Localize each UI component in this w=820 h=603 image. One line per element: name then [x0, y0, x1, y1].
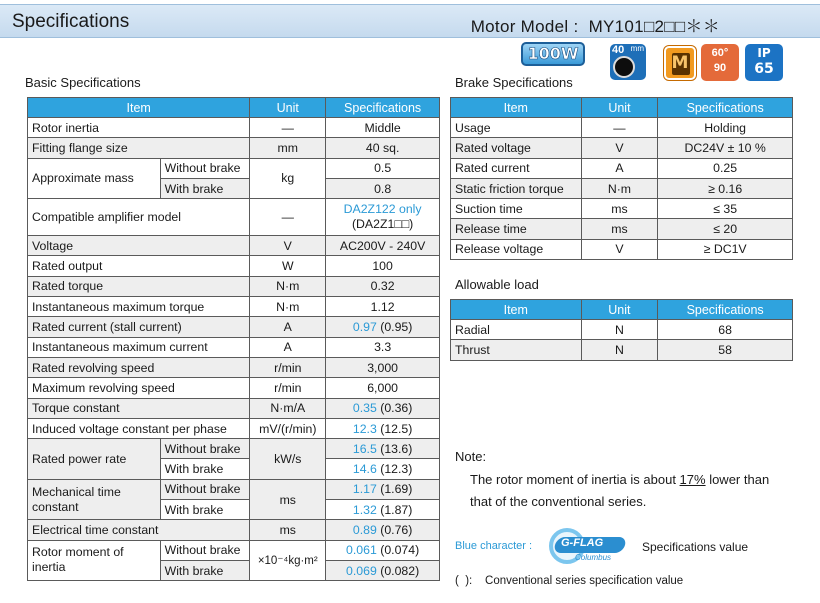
badge-ip-top: IP — [757, 46, 771, 60]
load-title: Allowable load — [455, 277, 539, 292]
table-row: With brake 14.6 (12.3) — [28, 459, 440, 479]
badge-series — [701, 44, 739, 81]
table-row: Release voltage V ≥ DC1V — [451, 239, 793, 259]
gflag-subtext: Columbus — [575, 553, 612, 562]
table-row: Fitting flange size mm 40 sq. — [28, 138, 440, 158]
note-text: The rotor moment of inertia is about 17% lower than that of the conventional series. — [470, 472, 770, 509]
table-row: Rated torque N·m 0.32 — [28, 276, 440, 296]
gflag-logo — [545, 526, 631, 570]
badge-flange-sub: mm — [630, 44, 644, 53]
col-unit: Unit — [250, 98, 326, 118]
header-bar — [0, 4, 820, 38]
table-row: Static friction torque N·m ≥ 0.16 — [451, 178, 793, 198]
col-item: Item — [28, 98, 250, 118]
legend-paren: ( ): Conventional series specification value — [455, 575, 684, 587]
badge-inertia — [664, 46, 696, 80]
table-row: Instantaneous maximum current A 3.3 — [28, 337, 440, 357]
badge-power-text: 100W — [527, 44, 579, 63]
brake-spec-table — [450, 97, 793, 260]
table-row: Rated output W 100 — [28, 256, 440, 276]
gflag-text: G-FLAG — [561, 537, 604, 549]
table-row: Rotor inertia ― Middle — [28, 118, 440, 138]
table-row: Suction time ms ≤ 35 — [451, 199, 793, 219]
badge-series-top: 60° — [711, 47, 729, 59]
table-row: Instantaneous maximum torque N·m 1.12 — [28, 297, 440, 317]
table-row: With brake 1.32 (1.87) — [28, 500, 440, 520]
table-row: Rated revolving speed r/min 3,000 — [28, 357, 440, 377]
legend-blue-label: Blue character : — [455, 540, 533, 552]
badge-100w — [521, 42, 585, 66]
table-row: Radial N 68 — [451, 320, 793, 340]
table-row: Voltage V AC200V - 240V — [28, 236, 440, 256]
table-row: With brake 0.8 — [28, 178, 440, 198]
table-row: Release time ms ≤ 20 — [451, 219, 793, 239]
table-header-row — [28, 98, 440, 118]
col-spec: Specifications — [326, 98, 440, 118]
table-header-row: Item Unit Specifications — [451, 98, 793, 118]
badge-flange — [610, 44, 646, 80]
table-row: Rotor moment of inertia Without brake ×10⁻⁴kg·m² 0.061 (0.074) — [28, 540, 440, 560]
load-table — [450, 299, 793, 361]
table-row: Approximate mass Without brake kg 0.5 — [28, 158, 440, 178]
table-row: Rated power rate Without brake kW/s 16.5 (13.6) — [28, 439, 440, 459]
table-row: Torque constant N·m/A 0.35 (0.36) — [28, 398, 440, 418]
table-row: Mechanical time constant Without brake ms 1.17 (1.69) — [28, 479, 440, 499]
table-header-row: Item Unit Specifications — [451, 300, 793, 320]
table-row: Rated current A 0.25 — [451, 158, 793, 178]
note-label: Note: — [455, 449, 487, 464]
motor-model: Motor Model : MY101□2□□＊＊ — [470, 17, 720, 36]
table-row: Electrical time constant ms 0.89 (0.76) — [28, 520, 440, 540]
table-row: Maximum revolving speed r/min 6,000 — [28, 378, 440, 398]
legend-spec-value: Specifications value — [642, 540, 749, 554]
badge-flange-text: 40 — [612, 44, 625, 56]
badge-series-bottom: 90 — [713, 62, 727, 74]
table-row: Induced voltage constant per phase mV/(r/min) 12.3 (12.5) — [28, 418, 440, 438]
badge-inertia-text: M — [671, 53, 689, 73]
badge-ip-bottom: 65 — [754, 61, 774, 77]
brake-spec-title: Brake Specifications — [455, 75, 573, 90]
table-row: Usage ― Holding — [451, 118, 793, 138]
table-row: Rated current (stall current) A 0.97 (0.95) — [28, 317, 440, 337]
basic-spec-table — [27, 97, 440, 581]
table-row: Rated voltage V DC24V ± 10 % — [451, 138, 793, 158]
badge-ip65 — [745, 44, 783, 81]
table-row: Thrust N 58 — [451, 340, 793, 360]
basic-spec-title: Basic Specifications — [25, 75, 141, 90]
table-row: Compatible amplifier model ― DA2Z122 only (DA2Z1□□) — [28, 199, 440, 236]
page-title: Specifications — [12, 11, 130, 32]
table-row: With brake 0.069 (0.082) — [28, 560, 440, 580]
